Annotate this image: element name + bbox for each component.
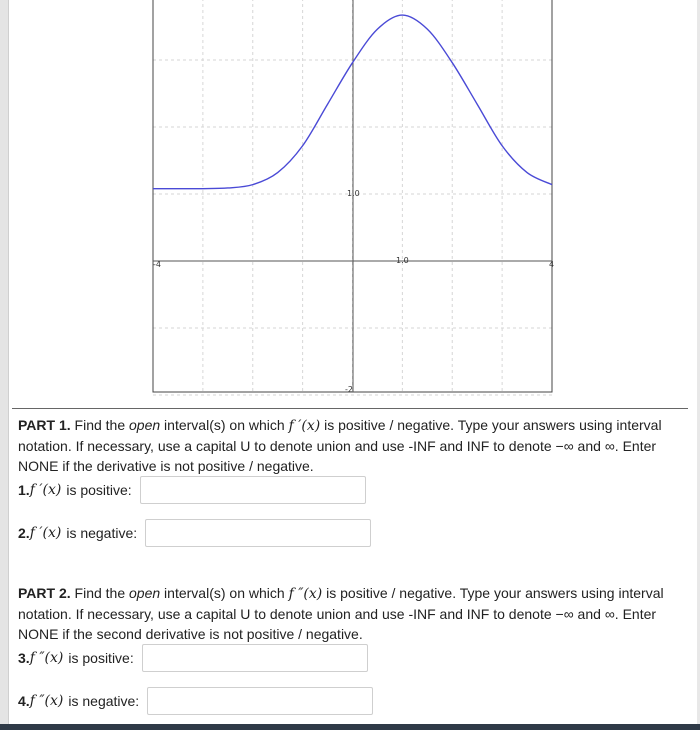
- question-1-row: [18, 475, 366, 505]
- part2-heading: PART 2.: [18, 585, 71, 601]
- question-2-label: is negative:: [66, 525, 138, 541]
- answer-1-input[interactable]: [140, 476, 366, 504]
- y-point-label: 1.0: [347, 189, 360, 198]
- question-4-label: is negative:: [68, 693, 140, 709]
- y-min-label: -2: [345, 385, 353, 394]
- part1-heading: PART 1.: [18, 417, 71, 433]
- x-point-label: 1.0: [396, 256, 409, 265]
- part1-instructions: PART 1. Find the open interval(s) on which f ′(x) is positive / negative. Type your answers using interval notation. If necessary, use a capital U to denote union and use -INF and INF to denote −∞ and ∞. Enter NONE if the derivative is not positive / negative.: [18, 417, 662, 474]
- fprime-expr: f ′(x): [288, 418, 321, 434]
- part2-instructions: PART 2. Find the open interval(s) on which f ″(x) is positive / negative. Type your answers using interval notation. If necessary, use a capital U to denote union and use -INF and INF to denote −∞ and ∞. Enter NONE if the second derivative is not positive / negative.: [18, 585, 664, 642]
- x-min-label: -4: [153, 260, 161, 269]
- question-2-expr: f ′(x): [29, 525, 62, 541]
- question-3-label: is positive:: [68, 650, 134, 666]
- answer-3-input[interactable]: [142, 644, 368, 672]
- question-3-expr: f ″(x): [29, 650, 64, 666]
- question-3-number: 3.: [18, 650, 30, 666]
- x-max-label: 4: [549, 260, 555, 269]
- section-divider: [12, 408, 688, 409]
- answer-4-input[interactable]: [147, 687, 373, 715]
- fdouble-expr: f ″(x): [288, 586, 323, 602]
- answer-2-input[interactable]: [145, 519, 371, 547]
- question-3-row: [18, 643, 368, 673]
- question-4-number: 4.: [18, 693, 30, 709]
- question-1-label: is positive:: [66, 482, 132, 498]
- question-2-row: [18, 518, 371, 548]
- question-4-row: [18, 686, 373, 716]
- question-1-expr: f ′(x): [29, 482, 62, 498]
- question-4-expr: f ″(x): [29, 693, 64, 709]
- bottom-bar: [0, 724, 700, 730]
- question-1-number: 1.: [18, 482, 30, 498]
- question-2-number: 2.: [18, 525, 30, 541]
